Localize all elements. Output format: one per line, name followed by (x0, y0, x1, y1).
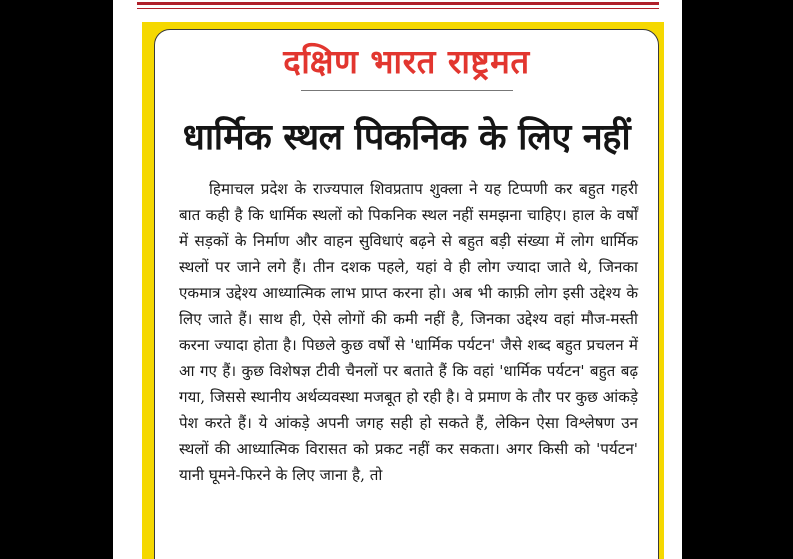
masthead-title: दक्षिण भारत राष्ट्रमत (283, 42, 530, 81)
masthead-divider (301, 90, 513, 91)
newspaper-clipping (113, 0, 682, 559)
editorial-headline: धार्मिक स्थल पिकनिक के लिए नहीं (182, 117, 631, 158)
editorial-body: हिमाचल प्रदेश के राज्यपाल शिवप्रताप शुक्ला ने यह टिप्पणी कर बहुत गहरी बात कही है कि धार्मिक स्थलों को पिकनिक स्थल नहीं समझना चाहिए। हाल के वर्षों में सड़कों के निर्माण और वाहन सुविधाएं बढ़ने से बहुत बड़ी संख्या में लोग धार्मिक स्थलों पर जाने लगे हैं। तीन दशक पहले, यहां वे ही लोग ज्यादा जाते थे, जिनका एकमात्र उद्देश्य आध्यात्मिक लाभ प्राप्त करना हो। अब भी काफ़ी लोग इसी उद्देश्य के लिए जाते हैं। साथ ही, ऐसे लोगों की कमी नहीं है, जिनका उद्देश्य वहां मौज-मस्ती करना ज्यादा होता है। पिछले कुछ वर्षों से 'धार्मिक पर्यटन' जैसे शब्द बहुत प्रचलन में आ गए हैं। कुछ विशेषज्ञ टीवी चैनलों पर बताते हैं कि वहां 'धार्मिक पर्यटन' बहुत बढ़ गया, जिससे स्थानीय अर्थव्यवस्था मजबूत हो रही है। वे प्रमाण के तौर पर कुछ आंकड़े पेश करते हैं। ये आंकड़े अपनी जगह सही हो सकते हैं, लेकिन ऐसा विश्लेषण उन स्थलों की आध्यात्मिक विरासत को प्रकट नहीं कर सकता। अगर किसी को 'पर्यटन' यानी घूमने-फिरने के लिए जाना है, तो (179, 180, 638, 484)
top-rule (137, 2, 659, 5)
editorial-panel (154, 29, 659, 559)
top-rule-thin (137, 8, 659, 9)
